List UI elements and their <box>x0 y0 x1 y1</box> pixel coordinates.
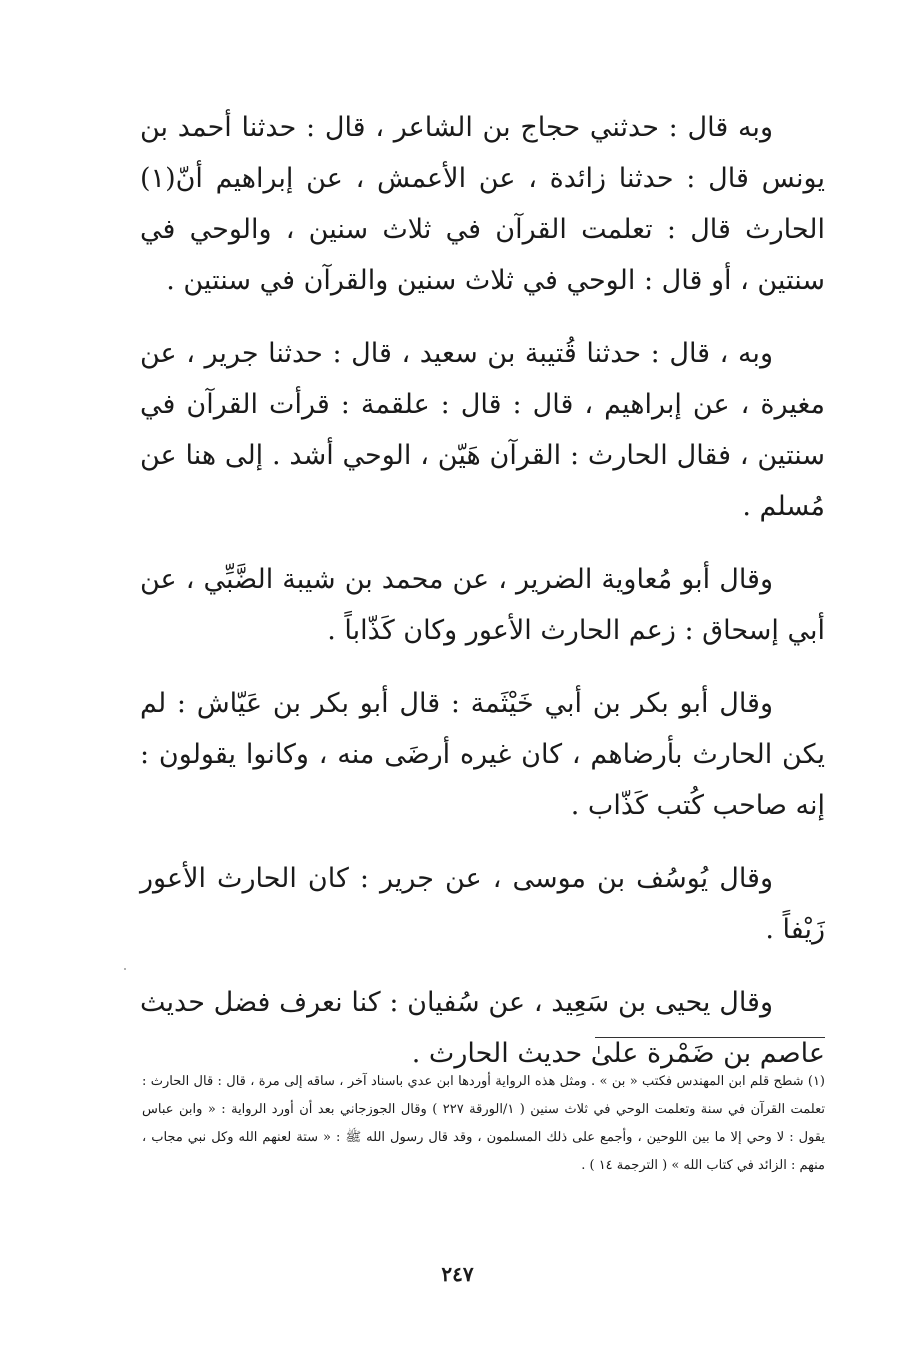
page-number: ٢٤٧ <box>441 1262 474 1286</box>
main-text-body <box>140 102 825 1079</box>
paragraph-6: وقال يحيى بن سَعِيد ، عن سُفيان : كنا نعرف فضل حديث عاصم بن ضَمْرة علىٰ حديث الحارث . <box>140 987 825 1069</box>
footnote-divider <box>595 1037 825 1038</box>
footnote-1: (١) شطح قلم ابن المهندس فكتب « بن » . ومثل هذه الرواية أوردها ابن عدي باسناد آخر ، ساقه إلى مرة ، قال : قال الحارث : تعلمت القرآن في سنة وتعلمت الوحي في ثلاث سنين ( ١/الورقة ٢٢٧ ) وقال الجوزجاني بعد أن أورد الرواية : « وابن عباس يقول : لا وحي إلا ما بين اللوحين ، وأجمع على ذلك المسلمون ، وقد قال رسول الله ﷺ : « ستة لعنهم الله وكل نبي مجاب ، منهم : الزائد في كتاب الله » ( الترجمة ١٤ ) . <box>142 1074 825 1173</box>
paragraph-1: وبه قال : حدثني حجاج بن الشاعر ، قال : حدثنا أحمد بن يونس قال : حدثنا زائدة ، عن الأعمش ، عن إبراهيم أنّ(١) الحارث قال : تعلمت القرآن في ثلاث سنين ، والوحي في سنتين ، أو قال : الوحي في ثلاث سنين والقرآن في سنتين . <box>140 112 825 296</box>
stray-mark <box>124 968 126 970</box>
paragraph-2: وبه ، قال : حدثنا قُتيبة بن سعيد ، قال : حدثنا جرير ، عن مغيرة ، عن إبراهيم ، قال : قال : علقمة : قرأت القرآن في سنتين ، فقال الحارث : القرآن هَيّن ، الوحي أشد . إلى هنا عن مُسلم . <box>140 338 825 522</box>
paragraph-3: وقال أبو مُعاوية الضرير ، عن محمد بن شيبة الضَّبِّي ، عن أبي إسحاق : زعم الحارث الأعور وكان كَذّاباً . <box>140 564 825 646</box>
footnotes <box>142 1068 825 1180</box>
paragraph-5: وقال يُوسُف بن موسى ، عن جرير : كان الحارث الأعور زَيْفاً . <box>140 863 825 945</box>
paragraph-4: وقال أبو بكر بن أبي خَيْثَمة : قال أبو بكر بن عَيّاش : لم يكن الحارث بأرضاهم ، كان غيره أرضَى منه ، وكانوا يقولون : إنه صاحب كُتب كَذّاب . <box>140 688 825 821</box>
